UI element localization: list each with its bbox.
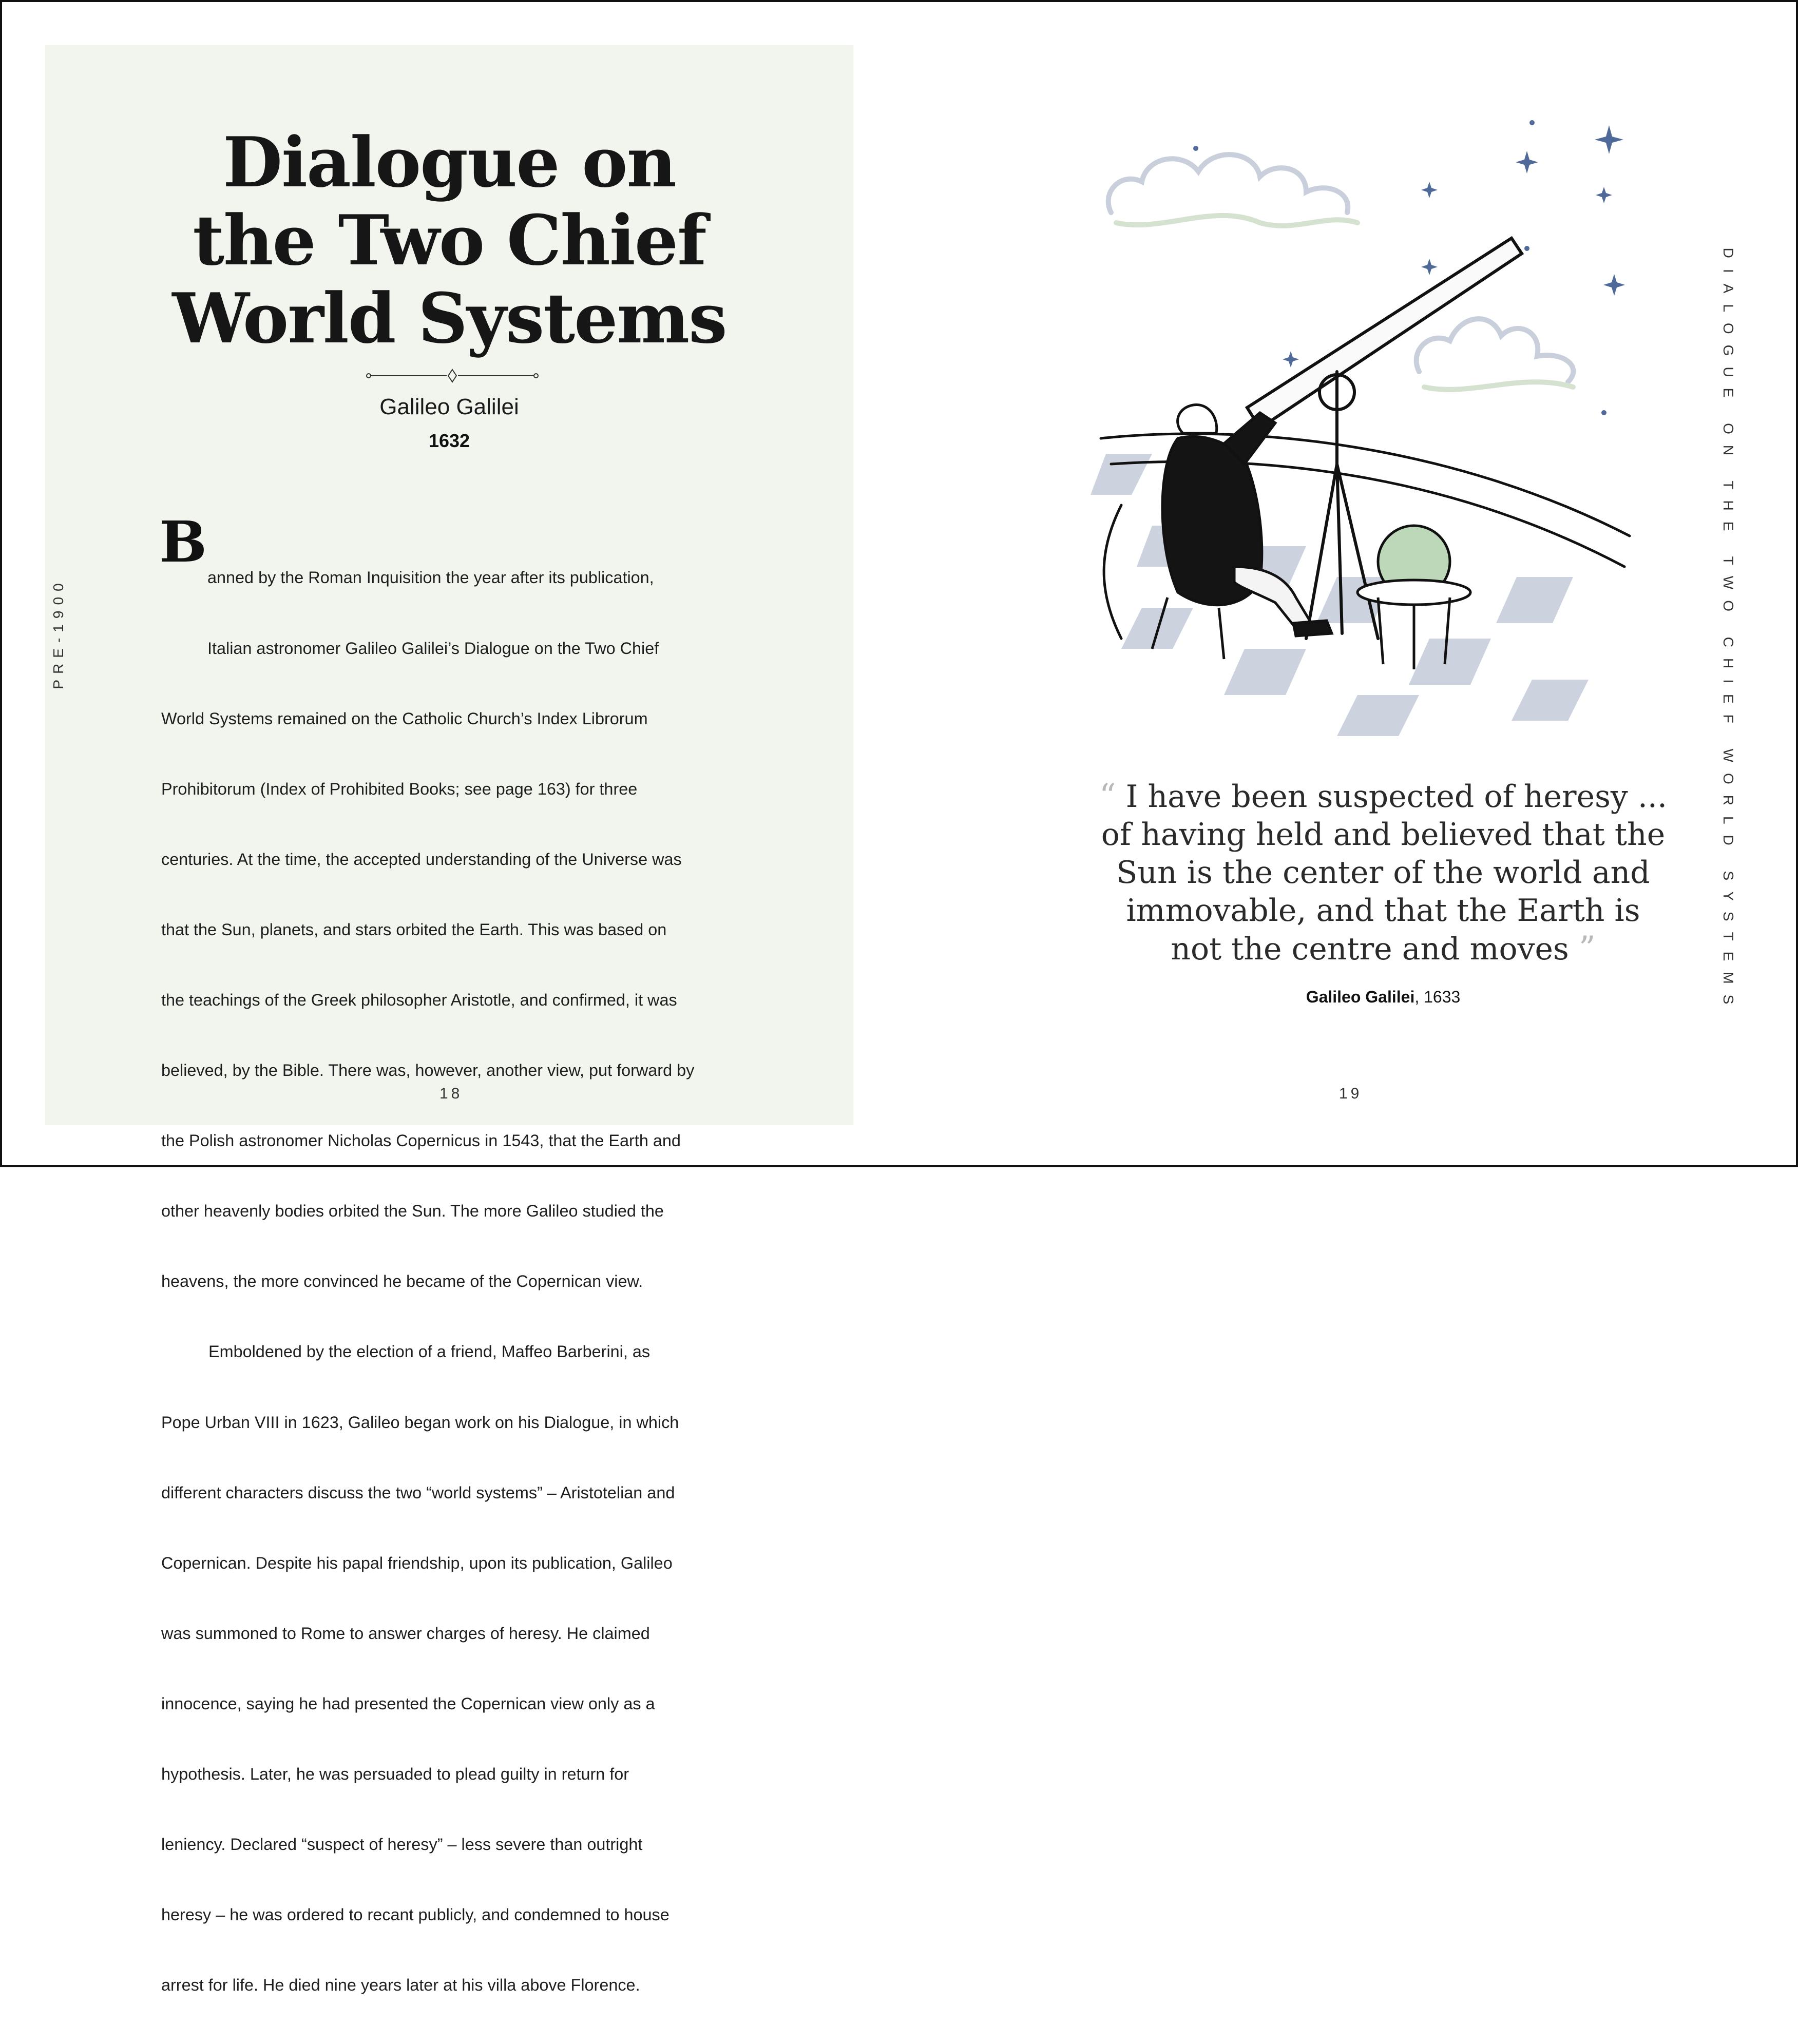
body-line: the Polish astronomer Nicholas Copernicus in 1543, that the Earth and: [161, 1131, 681, 1150]
page-title: [45, 123, 853, 357]
author-name: Galileo Galilei: [379, 394, 519, 419]
page-number-left: 18: [439, 1085, 463, 1102]
title-divider-ornament: [366, 368, 539, 384]
quote-attribution: [1070, 988, 1696, 1007]
section-side-label: PRE-1900: [50, 577, 66, 689]
quote-text: not the centre and moves: [1171, 931, 1569, 967]
attribution-name: Galileo Galilei: [1306, 988, 1415, 1006]
body-line: the teachings of the Greek philosopher Aristotle, and confirmed, it was: [161, 990, 677, 1009]
body-line: was summoned to Rome to answer charges of heresy. He claimed: [161, 1624, 650, 1643]
quote-line-1: [1070, 777, 1696, 816]
body-line: Copernican. Despite his papal friendship, upon its publication, Galileo: [161, 1553, 673, 1572]
body-line: Italian astronomer Galileo Galilei’s Dialogue on the Two Chief: [207, 639, 659, 658]
publication-year: 1632: [428, 430, 470, 451]
quote-line-2: of having held and believed that the: [1101, 817, 1666, 853]
body-line: believed, by the Bible. There was, however, another view, put forward by: [161, 1061, 695, 1080]
page-number-right: 19: [1339, 1085, 1363, 1102]
body-line: arrest for life. He died nine years later at his villa above Florence.: [161, 1976, 640, 1995]
quote-line-4: immovable, and that the Earth is: [1126, 893, 1640, 929]
star-icon: [1193, 120, 1625, 415]
title-line-1: Dialogue on: [222, 122, 676, 203]
body-line: anned by the Roman Inquisition the year after its publication,: [207, 568, 654, 587]
galileo-telescope-illustration: [1091, 105, 1666, 751]
body-line: other heavenly bodies orbited the Sun. The more Galileo studied the: [161, 1202, 664, 1221]
close-quote-icon: ”: [1578, 930, 1596, 968]
pull-quote: [1070, 777, 1696, 968]
body-line: that the Sun, planets, and stars orbited the Earth. This was based on: [161, 920, 667, 939]
body-line: innocence, saying he had presented the Copernican view only as a: [161, 1694, 655, 1713]
title-line-2: the Two Chief: [193, 200, 706, 281]
body-line: World Systems remained on the Catholic Church’s Index Librorum: [161, 709, 648, 728]
body-line: hypothesis. Later, he was persuaded to plead guilty in return for: [161, 1765, 629, 1783]
running-title-side-label: DIALOGUE ON THE TWO CHIEF WORLD SYSTEMS: [1720, 247, 1736, 1015]
title-line-3: World Systems: [172, 278, 726, 359]
body-line: Pope Urban VIII in 1623, Galileo began work on his Dialogue, in which: [161, 1413, 679, 1432]
body-line: heresy – he was ordered to recant publicly, and condemned to house: [161, 1905, 670, 1924]
body-line: Emboldened by the election of a friend, Maffeo Barberini, as: [208, 1342, 651, 1361]
quote-line-3: Sun is the center of the world and: [1116, 855, 1650, 891]
body-line: heavens, the more convinced he became of the Copernican view.: [161, 1272, 643, 1291]
body-line: Prohibitorum (Index of Prohibited Books; see page 163) for three: [161, 779, 638, 798]
open-quote-icon: “: [1099, 777, 1116, 815]
quote-line-5: [1070, 930, 1696, 968]
body-line: centuries. At the time, the accepted understanding of the Universe was: [161, 850, 682, 869]
body-line: different characters discuss the two “world systems” – Aristotelian and: [161, 1483, 675, 1502]
body-line: leniency. Declared “suspect of heresy” – less severe than outright: [161, 1835, 643, 1854]
attribution-year: , 1633: [1414, 988, 1461, 1006]
body-text: [161, 519, 751, 2044]
quote-text: I have been suspected of heresy ...: [1125, 779, 1668, 815]
drop-cap: B: [159, 509, 207, 575]
